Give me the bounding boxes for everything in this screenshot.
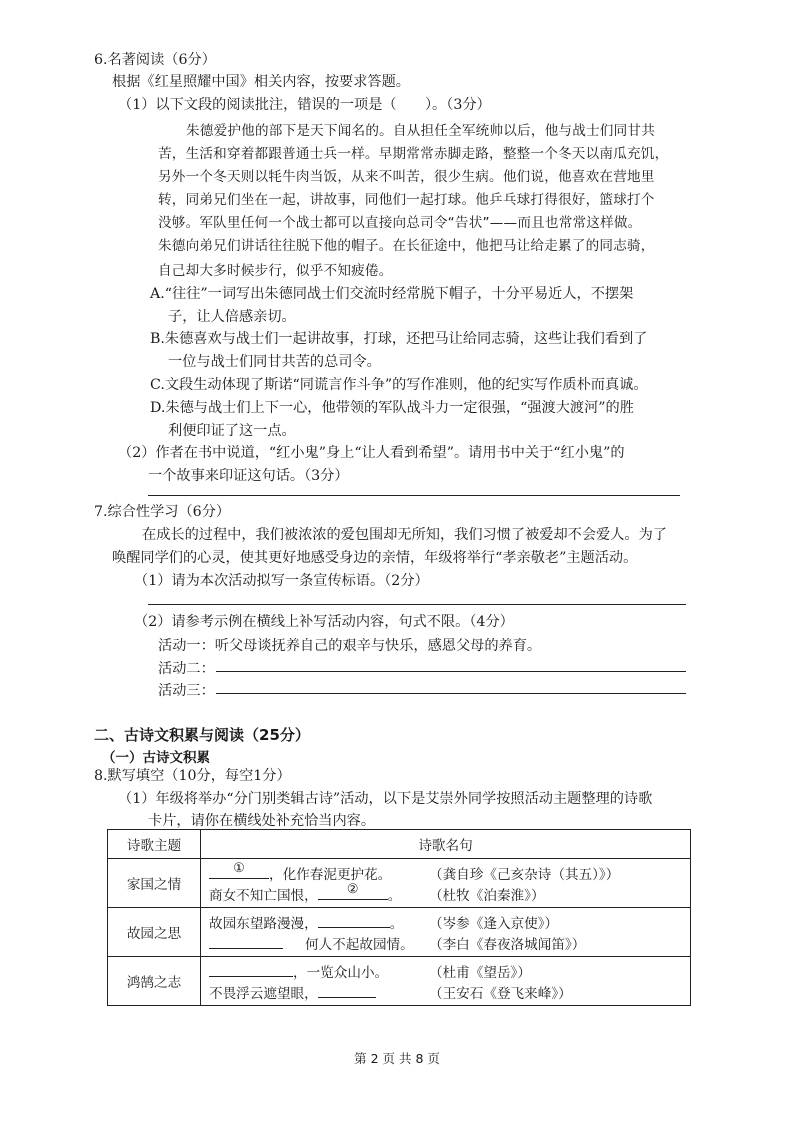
- option-b-cont: 一位与战士们同甘共苦的总司令。: [168, 354, 381, 370]
- option-c: C.文段生动体现了斯诺“同谎言作斗争”的写作准则，他的纪实写作质朴而真诚。: [150, 377, 648, 393]
- activity-three-line[interactable]: [216, 693, 686, 694]
- poem-source: （岑参《逢入京使》）: [429, 916, 559, 932]
- poem-line: ，一览众山小。: [293, 965, 389, 981]
- blank-1[interactable]: [209, 861, 269, 879]
- option-d: D.朱德与战士们上下一心，他带领的军队战斗力一定很强，“强渡大渡河”的胜: [150, 400, 634, 416]
- poem-source: （龚自珍《己亥杂诗（其五）》）: [429, 867, 620, 883]
- q7-title: 7.综合性学习（6分）: [94, 504, 231, 520]
- lines-cell: [201, 957, 691, 1006]
- theme-cell: 鸿鹄之志: [108, 957, 201, 1006]
- q8-sub1-cont: 卡片，请你在横线处补充恰当内容。: [148, 813, 376, 829]
- answer-line[interactable]: [148, 495, 680, 496]
- activity-three-label: 活动三：: [158, 683, 215, 699]
- poem-source: （王安石《登飞来峰》）: [429, 986, 572, 1002]
- poem-table: [107, 829, 691, 1006]
- passage-line: 朱德向弟兄们讲话往往脱下他的帽子。在长征途中，他把马让给走累了的同志骑，: [158, 238, 655, 254]
- option-a-cont: 子，让人倍感亲切。: [168, 309, 296, 325]
- option-a: A.“往往”一词写出朱德同战士们交流时经常脱下帽子，十分平易近人，不摆架: [150, 286, 634, 302]
- table-header-row: [108, 830, 691, 859]
- poem-line: 不畏浮云遮望眼，: [209, 986, 318, 1002]
- slogan-answer-line[interactable]: [148, 604, 686, 605]
- q8-title: 8.默写填空（10分，每空1分）: [94, 768, 291, 784]
- page-footer: 第 2 页 共 8 页: [354, 1051, 440, 1066]
- section-title: （一）古诗文积累: [102, 750, 210, 766]
- lines-cell: [201, 908, 691, 957]
- blank-2[interactable]: [318, 882, 388, 900]
- poem-source: （杜牧《泊秦淮》）: [429, 888, 545, 904]
- activity-two-line[interactable]: [216, 671, 686, 672]
- lines-cell: [201, 859, 691, 908]
- option-d-cont: 利便印证了这一点。: [168, 423, 296, 439]
- q8-sub1: （1）年级将举办“分门别类辑古诗”活动，以下是艾崇外同学按照活动主题整理的诗歌: [118, 791, 653, 807]
- passage-line: 另外一个冬天则以牦牛肉当饭，从来不叫苦，很少生病。他们说，他喜欢在营地里: [158, 169, 655, 185]
- poem-source: （李白《春夜洛城闻笛》）: [429, 937, 586, 953]
- blank-6[interactable]: [318, 983, 376, 998]
- q6-title: 6.名著阅读（6分）: [94, 52, 216, 68]
- q7-intro-cont: 唤醒同学们的心灵，使其更好地感受身边的亲情，年级将举行“孝亲敬老”主题活动。: [112, 550, 638, 566]
- activity-example: 活动一：听父母谈抚养自己的艰辛与快乐，感恩父母的养育。: [158, 638, 542, 654]
- table-row: [108, 908, 691, 957]
- poem-line: 何人不起故园情。: [305, 937, 414, 953]
- poem-line: ，化作春泥更护花。: [269, 867, 392, 883]
- passage-line: 苦，生活和穿着都跟普通士兵一样。早期常常赤脚走路，整整一个冬天以南瓜充饥，: [158, 146, 669, 162]
- blank-4[interactable]: [209, 934, 283, 949]
- activity-two-label: 活动二：: [158, 661, 215, 677]
- q6-sub2: （2）作者在书中说道，“红小鬼”身上“让人看到希望”。请用书中关于“红小鬼”的: [118, 445, 625, 461]
- table-row: [108, 957, 691, 1006]
- q6-intro: 根据《红星照耀中国》相关内容，按要求答题。: [112, 74, 410, 90]
- table-row: [108, 859, 691, 908]
- header-theme: 诗歌主题: [108, 830, 201, 859]
- blank-3[interactable]: [318, 913, 390, 928]
- blank-number: ①: [233, 861, 245, 876]
- q6-sub1: （1）以下文段的阅读批注，错误的一项是（ ）。（3分）: [118, 97, 491, 113]
- part2-title: 二、古诗文积累与阅读（25分）: [94, 726, 310, 744]
- option-b: B.朱德喜欢与战士们一起讲故事，打球，还把马让给同志骑，这些让我们看到了: [150, 331, 648, 347]
- passage-line: 自己却大多时候步行，似乎不知疲倦。: [158, 263, 393, 279]
- blank-5[interactable]: [209, 962, 293, 977]
- passage-line: 转，同弟兄们坐在一起，讲故事，同他们一起打球。他乒乓球打得很好，篮球打个: [158, 192, 655, 208]
- q7-sub2: （2）请参考示例在横线上补写活动内容，句式不限。（4分）: [134, 614, 514, 630]
- poem-punct: 。: [387, 888, 402, 904]
- poem-line: 故园东望路漫漫，: [209, 916, 318, 932]
- poem-line: 商女不知亡国恨，: [209, 888, 318, 904]
- q6-sub2-cont: 一个故事来印证这句话。（3分）: [148, 468, 349, 484]
- q7-sub1: （1）请为本次活动拟写一条宣传标语。（2分）: [134, 573, 429, 589]
- theme-cell: 家国之情: [108, 859, 201, 908]
- passage-line: 没够。军队里任何一个战士都可以直接向总司令“告状”——而且也常常这样做。: [158, 215, 642, 231]
- theme-cell: 故园之思: [108, 908, 201, 957]
- q7-intro: 在成长的过程中，我们被浓浓的爱包围却无所知，我们习惯了被爱却不会爱人。为了: [142, 527, 667, 543]
- blank-number: ②: [346, 882, 359, 897]
- poem-source: （杜甫《望岳》）: [429, 965, 531, 981]
- passage-line: 朱德爱护他的部下是天下闻名的。自从担任全军统帅以后，他与战士们同甘共: [186, 123, 655, 139]
- header-lines: 诗歌名句: [201, 830, 691, 859]
- poem-punct: 。: [389, 916, 404, 932]
